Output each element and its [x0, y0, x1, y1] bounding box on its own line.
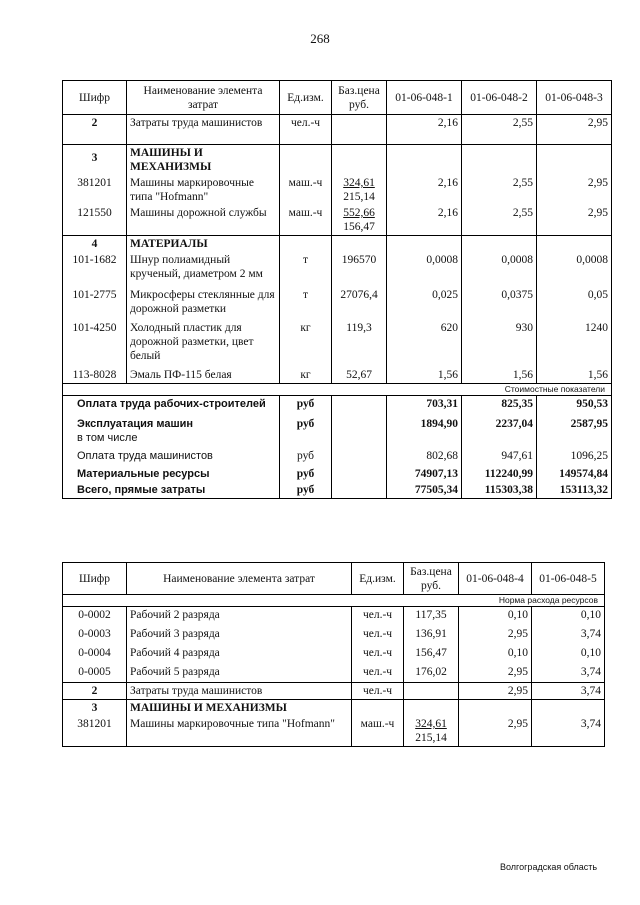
- row-name: МАШИНЫ И МЕХАНИЗМЫ: [127, 700, 352, 717]
- row-name: Затраты труда машинистов: [127, 115, 280, 145]
- cost-value-1: 802,68: [387, 446, 462, 464]
- price-bottom: 156,47: [343, 221, 375, 233]
- cost-name: Материальные ресурсы: [63, 464, 280, 482]
- table-row: [63, 626, 605, 645]
- header-name: Наименование элемента затрат: [127, 81, 280, 115]
- cost-unit: руб: [280, 396, 332, 413]
- cost-value-2: 112240,99: [462, 464, 537, 482]
- row-price: 117,35: [404, 607, 459, 626]
- row-code: 121550: [63, 205, 127, 236]
- table-row: [63, 205, 612, 236]
- table-row: [63, 364, 612, 384]
- row-value-1: 2,95: [459, 716, 532, 747]
- row-value-2: 3,74: [532, 683, 605, 700]
- row-price: 52,67: [332, 364, 387, 384]
- price-bottom: 215,14: [343, 191, 375, 203]
- row-unit: маш.-ч: [352, 716, 404, 747]
- row-name: Рабочий 2 разряда: [127, 607, 352, 626]
- row-value-1: 0,10: [459, 607, 532, 626]
- section-row: [63, 145, 612, 176]
- row-value-3: 0,05: [537, 282, 612, 317]
- row-price: 156,47: [404, 645, 459, 664]
- resource-table-1: [62, 80, 612, 499]
- row-value-2: 3,74: [532, 716, 605, 747]
- cost-unit: руб: [280, 464, 332, 482]
- row-name: Шнур полиамидный крученый, диаметром 2 мм: [127, 252, 280, 282]
- row-value-2: 3,74: [532, 626, 605, 645]
- row-code: 0-0002: [63, 607, 127, 626]
- row-unit: чел.-ч: [352, 664, 404, 683]
- row-name: Рабочий 4 разряда: [127, 645, 352, 664]
- row-unit: чел.-ч: [352, 626, 404, 645]
- row-price: [332, 115, 387, 145]
- cost-unit: руб: [280, 412, 332, 446]
- row-price: 27076,4: [332, 282, 387, 317]
- cost-row: [63, 412, 612, 446]
- row-code: 101-2775: [63, 282, 127, 317]
- header-unit: Ед.изм.: [352, 563, 404, 595]
- cost-value-3: 153113,32: [537, 482, 612, 499]
- row-price: [332, 205, 387, 236]
- row-unit: т: [280, 282, 332, 317]
- row-code: 381201: [63, 175, 127, 205]
- cost-value-1: 74907,13: [387, 464, 462, 482]
- row-name: Затраты труда машинистов: [127, 683, 352, 700]
- page-number: 268: [310, 31, 330, 46]
- table-row: [63, 252, 612, 282]
- table-row: [63, 664, 605, 683]
- row-value-2: 0,0008: [462, 252, 537, 282]
- header-name: Наименование элемента затрат: [127, 563, 352, 595]
- row-value-2: 0,0375: [462, 282, 537, 317]
- cost-value-3: 149574,84: [537, 464, 612, 482]
- cost-row: [63, 464, 612, 482]
- header-base-price: Баз.цена руб.: [404, 563, 459, 595]
- row-price: 196570: [332, 252, 387, 282]
- cost-value-1: 77505,34: [387, 482, 462, 499]
- row-code: 101-4250: [63, 317, 127, 364]
- row-unit: чел.-ч: [352, 645, 404, 664]
- cost-name: Оплата труда рабочих-строителей: [63, 396, 280, 413]
- table-row: [63, 175, 612, 205]
- row-value-3: 2,95: [537, 115, 612, 145]
- row-code: 101-1682: [63, 252, 127, 282]
- table-row: [63, 645, 605, 664]
- header-col-3: 01-06-048-3: [537, 81, 612, 115]
- price-top: 324,61: [343, 177, 375, 189]
- row-unit: маш.-ч: [280, 205, 332, 236]
- row-price: [404, 716, 459, 747]
- row-name: Машины маркировочные типа "Hofmann": [127, 175, 280, 205]
- row-code: 0-0005: [63, 664, 127, 683]
- row-code: 0-0003: [63, 626, 127, 645]
- resource-norm-caption: Норма расхода ресурсов: [63, 595, 605, 607]
- row-value-3: 2,95: [537, 175, 612, 205]
- cost-value-3: 1096,25: [537, 446, 612, 464]
- row-name: Холодный пластик для дорожной разметки, цвет белый: [127, 317, 280, 364]
- cost-value-2: 947,61: [462, 446, 537, 464]
- resource-table-2: [62, 562, 605, 747]
- row-unit: кг: [280, 364, 332, 384]
- table-row: [63, 282, 612, 317]
- cost-row: [63, 446, 612, 464]
- row-value-2: 1,56: [462, 364, 537, 384]
- row-value-1: 1,56: [387, 364, 462, 384]
- footer-region: Волгоградская область: [500, 862, 598, 872]
- row-name: Рабочий 3 разряда: [127, 626, 352, 645]
- row-value-3: 1240: [537, 317, 612, 364]
- row-value-3: 2,95: [537, 205, 612, 236]
- row-value-1: 2,16: [387, 205, 462, 236]
- row-value-2: 2,55: [462, 175, 537, 205]
- row-name: Машины маркировочные типа "Hofmann": [127, 716, 352, 747]
- row-name: Эмаль ПФ-115 белая: [127, 364, 280, 384]
- table-header-row: [63, 81, 612, 115]
- row-unit: кг: [280, 317, 332, 364]
- row-value-1: 0,025: [387, 282, 462, 317]
- row-name: Машины дорожной службы: [127, 205, 280, 236]
- row-code: 3: [63, 145, 127, 176]
- row-name: МАТЕРИАЛЫ: [127, 236, 280, 253]
- row-code: 113-8028: [63, 364, 127, 384]
- row-code: 4: [63, 236, 127, 253]
- table-row: [63, 683, 605, 700]
- table-row: [63, 317, 612, 364]
- table-header-row: [63, 563, 605, 595]
- cost-value-3: 2587,95: [537, 412, 612, 446]
- row-price: 176,02: [404, 664, 459, 683]
- row-value-2: 2,55: [462, 115, 537, 145]
- row-value-2: 0,10: [532, 607, 605, 626]
- row-unit: маш.-ч: [280, 175, 332, 205]
- price-top: 552,66: [343, 207, 375, 219]
- table-row: [63, 607, 605, 626]
- header-col-4: 01-06-048-4: [459, 563, 532, 595]
- header-code: Шифр: [63, 81, 127, 115]
- cost-unit: руб: [280, 446, 332, 464]
- row-name: МАШИНЫ И МЕХАНИЗМЫ: [127, 145, 280, 176]
- cost-row: [63, 482, 612, 499]
- row-value-2: 0,10: [532, 645, 605, 664]
- cost-name: Оплата труда машинистов: [63, 446, 280, 464]
- header-col-5: 01-06-048-5: [532, 563, 605, 595]
- price-bottom: 215,14: [415, 732, 447, 744]
- row-price: 119,3: [332, 317, 387, 364]
- row-value-3: 0,0008: [537, 252, 612, 282]
- row-unit: чел.-ч: [352, 607, 404, 626]
- row-code: 3: [63, 700, 127, 717]
- cost-unit: руб: [280, 482, 332, 499]
- cost-value-1: 1894,90: [387, 412, 462, 446]
- row-unit: чел.-ч: [352, 683, 404, 700]
- row-code: 2: [63, 683, 127, 700]
- caption-row: [63, 595, 605, 607]
- header-code: Шифр: [63, 563, 127, 595]
- row-price: [332, 175, 387, 205]
- cost-value-2: 115303,38: [462, 482, 537, 499]
- header-unit: Ед.изм.: [280, 81, 332, 115]
- row-code: 0-0004: [63, 645, 127, 664]
- row-value-2: 930: [462, 317, 537, 364]
- row-value-2: 2,55: [462, 205, 537, 236]
- cost-value-1: 703,31: [387, 396, 462, 413]
- header-col-1: 01-06-048-1: [387, 81, 462, 115]
- row-price: [404, 683, 459, 700]
- row-value-1: 2,95: [459, 683, 532, 700]
- row-value-2: 3,74: [532, 664, 605, 683]
- header-col-2: 01-06-048-2: [462, 81, 537, 115]
- cost-value-2: 825,35: [462, 396, 537, 413]
- row-value-3: 1,56: [537, 364, 612, 384]
- section-row: [63, 236, 612, 253]
- cost-name: Эксплуатация машин: [77, 418, 194, 430]
- cost-value-2: 2237,04: [462, 412, 537, 446]
- row-value-1: 0,10: [459, 645, 532, 664]
- caption-row: [63, 384, 612, 396]
- cost-subtitle: в том числе: [77, 432, 138, 444]
- row-value-1: 2,95: [459, 626, 532, 645]
- cost-row: [63, 396, 612, 413]
- price-top: 324,61: [415, 718, 447, 730]
- row-unit: чел.-ч: [280, 115, 332, 145]
- row-price: 136,91: [404, 626, 459, 645]
- row-name: Микросферы стеклянные для дорожной разметки: [127, 282, 280, 317]
- row-unit: т: [280, 252, 332, 282]
- cost-name: Всего, прямые затраты: [63, 482, 280, 499]
- row-code: 381201: [63, 716, 127, 747]
- table-row: [63, 115, 612, 145]
- row-value-1: 2,16: [387, 175, 462, 205]
- header-base-price: Баз.цена руб.: [332, 81, 387, 115]
- row-name: Рабочий 5 разряда: [127, 664, 352, 683]
- cost-value-3: 950,53: [537, 396, 612, 413]
- row-value-1: 2,16: [387, 115, 462, 145]
- row-value-1: 2,95: [459, 664, 532, 683]
- table-row: [63, 716, 605, 747]
- cost-indicators-caption: Стоимостные показатели: [63, 384, 612, 396]
- row-code: 2: [63, 115, 127, 145]
- section-row: [63, 700, 605, 717]
- row-value-1: 620: [387, 317, 462, 364]
- row-value-1: 0,0008: [387, 252, 462, 282]
